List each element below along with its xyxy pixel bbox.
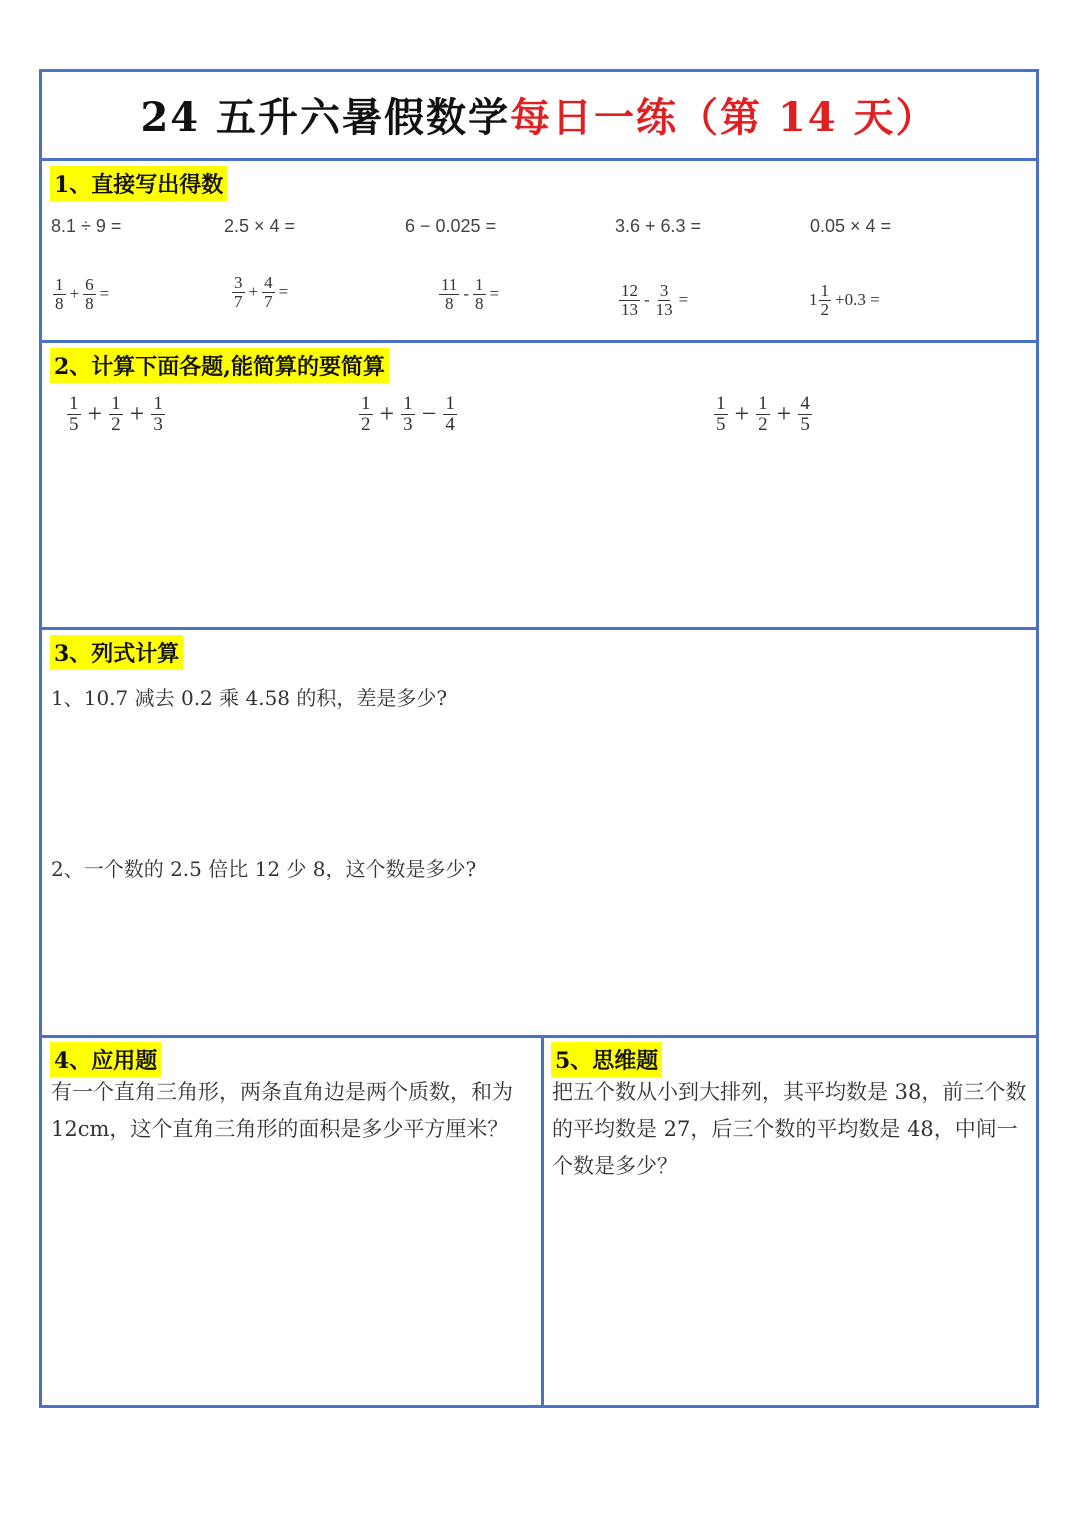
column-divider [541,1035,544,1408]
oral-calc-item: 3.6 + 6.3 = [615,216,702,236]
divider [42,627,1036,630]
section3-heading: 3、列式计算 [50,635,183,670]
word-problem-2: 2、一个数的 2.5 倍比 12 少 8，这个数是多少? [51,857,477,881]
divider [42,340,1036,343]
fraction-item: 1 $\frac{1}{2}$ +0.3 = [809,281,880,319]
oral-calc-item: 8.1 ÷ 9 = [51,216,122,236]
title-main: 24 五升六暑假数学 [140,94,511,141]
calc-expression: $\frac{1}{5}$ + $\frac{1}{2}$ + $\frac{1}{3}$ [69,393,163,435]
section4-heading: 4、应用题 [50,1042,161,1077]
title-highlight: 每日一练（第 14 天） [510,94,938,141]
word-problem-1: 1、10.7 减去 0.2 乘 4.58 的积，差是多少? [51,686,448,710]
oral-calc-item: 6 − 0.025 = [405,216,497,236]
oral-calc-item: 2.5 × 4 = [224,216,296,236]
application-problem: 有一个直角三角形，两条直角边是两个质数，和为 12cm，这个直角三角形的面积是多少平方厘米？ [51,1080,513,1141]
calc-expression: $\frac{1}{2}$ + $\frac{1}{3}$ − $\frac{1}{4}$ [361,393,455,435]
fraction-item: $\frac{1}{8}$ + $\frac{6}{8}$ = [55,275,110,313]
oral-calc-item: 0.05 × 4 = [810,216,892,236]
section1-heading: 1、直接写出得数 [50,166,227,201]
fraction-item: $\frac{3}{7}$ + $\frac{4}{7}$ = [234,273,289,311]
page-title [42,86,1036,143]
worksheet [39,69,1039,1408]
thinking-problem: 把五个数从小到大排列，其平均数是 38，前三个数的平均数是 27，后三个数的平均数是 48，中间一个数是多少？ [552,1080,1027,1178]
fraction-item: $\frac{12}{13}$ - $\frac{3}{13}$ = [621,281,689,319]
fraction-item: $\frac{11}{8}$ - $\frac{1}{8}$ = [441,275,500,313]
section5-heading: 5、思维题 [551,1042,662,1077]
calc-expression: $\frac{1}{5}$ + $\frac{1}{2}$ + $\frac{4}{5}$ [716,393,810,435]
section2-heading: 2、计算下面各题,能简算的要简算 [50,348,389,383]
divider [42,1035,1036,1038]
divider [42,158,1036,161]
